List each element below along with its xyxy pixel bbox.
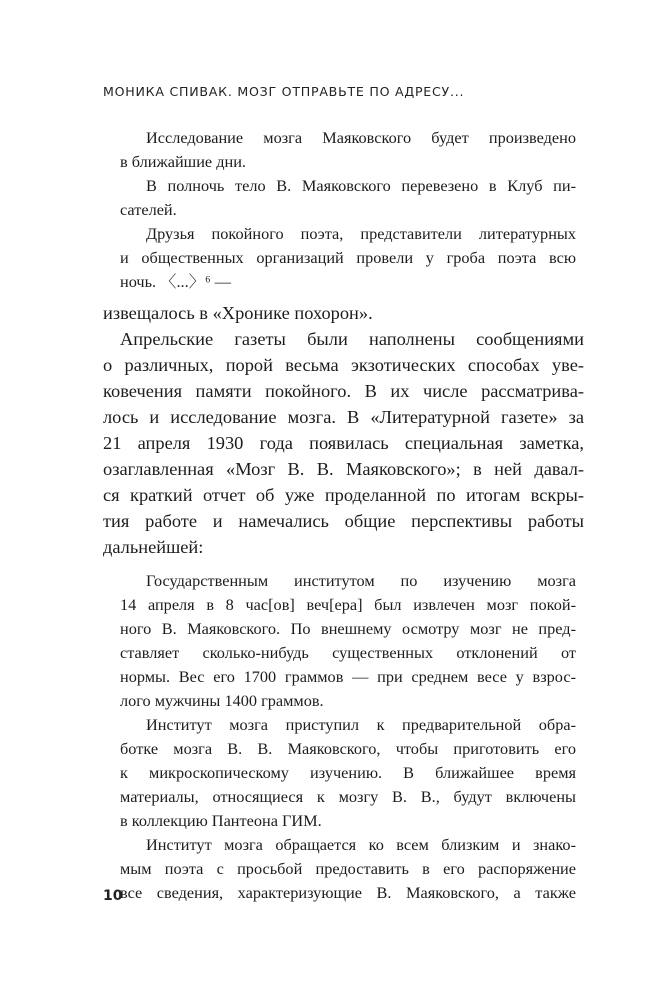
text-line: ковечения памяти покойного. В их числе рассматрива- xyxy=(103,381,584,401)
text-line: Институт мозга обращается ко всем близким и знако- xyxy=(146,835,576,854)
text-line: ного В. Маяковского. По внешнему осмотру мозг не пред- xyxy=(120,619,576,638)
text-line: извещалось в «Хронике похорон». xyxy=(103,303,373,323)
text-line: тия работе и намечались общие перспективы работы xyxy=(103,511,584,531)
text-line: в коллекцию Пантеона ГИМ. xyxy=(120,811,322,830)
text-line: к микроскопическому изучению. В ближайшее время xyxy=(120,763,576,782)
text-line: материалы, относящиеся к мозгу В. В., будут включены xyxy=(120,787,576,806)
text-line: ботке мозга В. В. Маяковского, чтобы приготовить его xyxy=(120,739,576,758)
text-line: Апрельские газеты были наполнены сообщениями xyxy=(120,329,584,349)
text-line: ся краткий отчет об уже проделанной по итогам вскры- xyxy=(103,485,584,505)
text-line: Институт мозга приступил к предварительной обра- xyxy=(146,715,576,734)
text-line: все сведения, характеризующие В. Маяковского, а также xyxy=(120,883,576,902)
text-line: в ближайшие дни. xyxy=(120,152,246,171)
text-line: лось и исследование мозга. В «Литературной газете» за xyxy=(103,407,584,427)
text-line: мым поэта с просьбой предоставить в его распоряжение xyxy=(120,859,576,878)
text-line: ставляет сколько-нибудь существенных отклонений от xyxy=(120,643,576,662)
running-head: МОНИКА СПИВАК. МОЗГ ОТПРАВЬТЕ ПО АДРЕСУ... xyxy=(103,84,465,99)
text-line: о различных, порой весьма экзотических способах уве- xyxy=(103,355,584,375)
text-line: В полночь тело В. Маяковского перевезено в Клуб пи- xyxy=(146,176,576,195)
text-line: Друзья покойного поэта, представители литературных xyxy=(146,224,576,243)
text-line: 21 апреля 1930 года появилась специальная заметка, xyxy=(103,433,584,453)
text-line: Государственным институтом по изучению мозга xyxy=(146,571,576,590)
text-line: озаглавленная «Мозг В. В. Маяковского»; в ней давал- xyxy=(103,459,584,479)
text-line: ночь. 〈...〉⁶ — xyxy=(120,272,231,291)
page-number: 10 xyxy=(103,888,123,904)
text-line: Исследование мозга Маяковского будет произведено xyxy=(146,128,576,147)
text-line: лого мужчины 1400 граммов. xyxy=(120,691,324,710)
text-line: нормы. Вес его 1700 граммов — при среднем весе у взрос- xyxy=(120,667,576,686)
text-line: 14 апреля в 8 час[ов] веч[ера] был извлечен мозг покой- xyxy=(120,595,576,614)
text-line: дальнейшей: xyxy=(103,537,204,557)
text-line: сателей. xyxy=(120,200,177,219)
text-line: и общественных организаций провели у гроба поэта всю xyxy=(120,248,576,267)
